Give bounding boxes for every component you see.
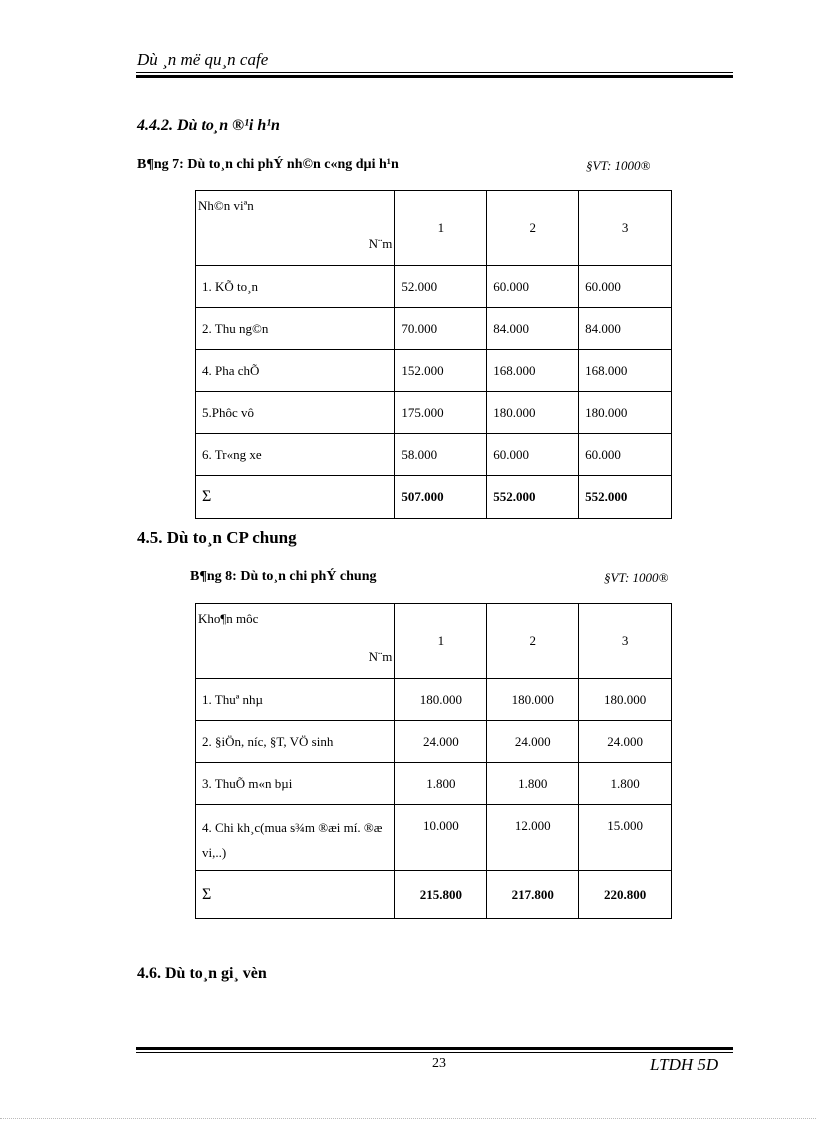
cell-value: 12.000	[487, 805, 579, 871]
table-row	[196, 350, 672, 392]
cell-value: 84.000	[487, 308, 579, 350]
cell-value: 180.000	[579, 392, 672, 434]
cell-value: 180.000	[395, 679, 487, 721]
section-heading-45: 4.5. Dù to¸n CP chung	[137, 528, 297, 547]
cell-value: 52.000	[395, 266, 487, 308]
cell-value: 168.000	[487, 350, 579, 392]
table-row	[196, 805, 672, 871]
row-label: 1. KÕ to¸n	[196, 266, 395, 308]
total-value: 507.000	[395, 476, 487, 519]
row-label: 3. ThuÕ m«n bµi	[196, 763, 395, 805]
header-year-label: N¨m	[368, 236, 393, 251]
table7-unit: §VT: 1000®	[586, 158, 651, 173]
footer-rule-thick	[136, 1047, 733, 1050]
table-row	[196, 434, 672, 476]
row-label: 6. Tr«ng xe	[196, 434, 395, 476]
row-label: 2. Thu ng©n	[196, 308, 395, 350]
cell-value: 180.000	[487, 392, 579, 434]
footer-rule-thin	[136, 1052, 733, 1053]
table-row	[196, 721, 672, 763]
row-label: 1. Thuª nhµ	[196, 679, 395, 721]
row-label: 2. §iÖn, níc, §T, VÖ sinh	[196, 721, 395, 763]
header-item-label: Kho¶n môc	[198, 611, 259, 626]
cell-value: 10.000	[395, 805, 487, 871]
header-staff-label: Nh©n viªn	[198, 198, 254, 213]
total-value: 552.000	[579, 476, 672, 519]
cell-value: 60.000	[487, 266, 579, 308]
year-header-3: 3	[579, 191, 672, 266]
total-value: 217.800	[487, 871, 579, 919]
table8	[195, 603, 672, 919]
cell-value: 168.000	[579, 350, 672, 392]
cell-value: 1.800	[579, 763, 672, 805]
cell-value: 24.000	[487, 721, 579, 763]
section-heading-442: 4.4.2. Dù to¸n ®¹i h¹n	[137, 117, 280, 134]
cell-value: 15.000	[579, 805, 672, 871]
cell-value: 24.000	[579, 721, 672, 763]
cell-value: 180.000	[579, 679, 672, 721]
year-header-2: 2	[487, 604, 579, 679]
cell-value: 152.000	[395, 350, 487, 392]
cell-value: 60.000	[579, 434, 672, 476]
row-label: 5.Phôc vô	[196, 392, 395, 434]
cell-value: 60.000	[579, 266, 672, 308]
section-heading-46: 4.6. Dù to¸n gi¸ vèn	[137, 965, 267, 982]
header-year-label: N¨m	[368, 649, 393, 664]
table-row	[196, 763, 672, 805]
document-header-title: Dù ¸n më qu¸n cafe	[137, 50, 269, 69]
total-value: 220.800	[579, 871, 672, 919]
table-row	[196, 679, 672, 721]
total-value: 552.000	[487, 476, 579, 519]
cell-value: 60.000	[487, 434, 579, 476]
table7	[195, 190, 672, 519]
total-row	[196, 476, 672, 519]
cell-value: 70.000	[395, 308, 487, 350]
row-label: 4. Chi kh¸c(mua s¾m ®æi mí. ®æ vi,..)	[196, 805, 395, 871]
cell-value: 180.000	[487, 679, 579, 721]
year-header-3: 3	[579, 604, 672, 679]
header-rule-thin	[136, 72, 733, 73]
cell-value: 1.800	[395, 763, 487, 805]
cell-value: 1.800	[487, 763, 579, 805]
table-row	[196, 308, 672, 350]
page-edge-divider	[0, 1118, 816, 1119]
year-header-1: 1	[395, 191, 487, 266]
table-header-row	[196, 604, 672, 679]
table-row	[196, 392, 672, 434]
footer-class-code: LTDH 5D	[650, 1055, 719, 1074]
total-value: 215.800	[395, 871, 487, 919]
table-row	[196, 266, 672, 308]
table7-caption: B¶ng 7: Dù to¸n chi phÝ nh©n c«ng dµi h¹n	[137, 157, 399, 172]
cell-value: 84.000	[579, 308, 672, 350]
page-number: 23	[432, 1056, 446, 1071]
year-header-1: 1	[395, 604, 487, 679]
sigma-symbol: Σ	[196, 476, 395, 519]
year-header-2: 2	[487, 191, 579, 266]
diagonal-header-cell	[196, 604, 395, 679]
table8-unit: §VT: 1000®	[604, 570, 669, 585]
cell-value: 175.000	[395, 392, 487, 434]
cell-value: 58.000	[395, 434, 487, 476]
diagonal-header-cell	[196, 191, 395, 266]
row-label: 4. Pha chÕ	[196, 350, 395, 392]
sigma-symbol: Σ	[196, 871, 395, 919]
header-rule-thick	[136, 75, 733, 78]
table8-caption: B¶ng 8: Dù to¸n chi phÝ chung	[190, 569, 377, 584]
table-header-row	[196, 191, 672, 266]
total-row	[196, 871, 672, 919]
cell-value: 24.000	[395, 721, 487, 763]
